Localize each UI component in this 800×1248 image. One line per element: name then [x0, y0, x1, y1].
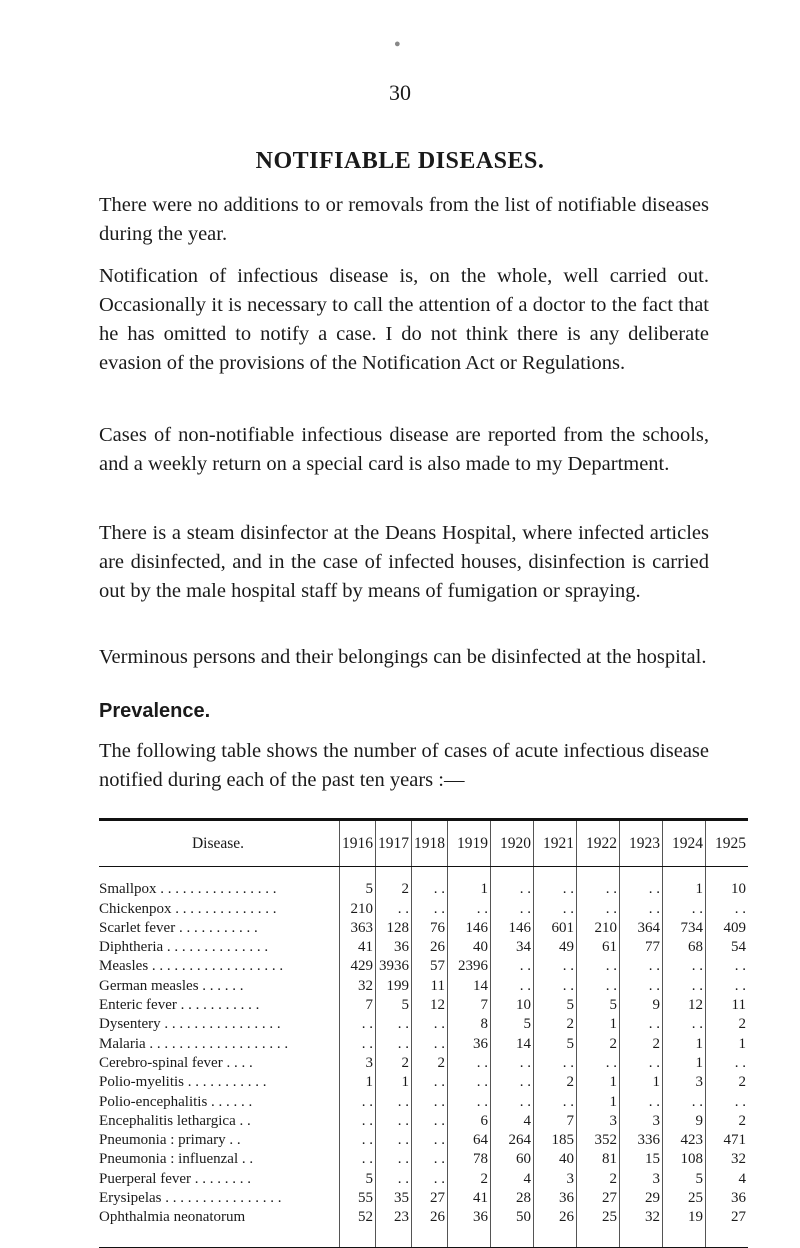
case-count-cell: . .	[412, 1073, 448, 1092]
case-count-cell: 2396	[448, 957, 491, 976]
table-row	[99, 900, 748, 919]
page-title: NOTIFIABLE DISEASES.	[255, 148, 545, 174]
case-count-cell: 26	[534, 1208, 577, 1247]
case-count-cell: 40	[448, 938, 491, 957]
disease-table	[99, 818, 748, 1248]
case-count-cell: 1	[340, 1073, 376, 1092]
case-count-cell: 336	[620, 1131, 663, 1150]
case-count-cell: . .	[620, 900, 663, 919]
disease-name-cell: Encephalitis lethargica . .	[99, 1112, 251, 1129]
case-count-cell: . .	[491, 900, 534, 919]
header-year: 1918	[412, 820, 448, 867]
disease-name-cell: German measles . . . . . .	[99, 977, 244, 994]
case-count-cell: 60	[491, 1150, 534, 1169]
disease-name-cell: Dysentery . . . . . . . . . . . . . . . .	[99, 1016, 281, 1033]
table-row	[99, 996, 748, 1015]
case-count-cell: 146	[448, 919, 491, 938]
case-count-cell: 364	[620, 919, 663, 938]
prevalence-heading: Prevalence.	[99, 700, 211, 722]
case-count-cell: . .	[534, 977, 577, 996]
case-count-cell: 1	[577, 1073, 620, 1092]
case-count-cell: 5	[663, 1170, 706, 1189]
case-count-cell: . .	[620, 977, 663, 996]
case-count-cell: 61	[577, 938, 620, 957]
case-count-cell: 734	[663, 919, 706, 938]
case-count-cell: 146	[491, 919, 534, 938]
case-count-cell: . .	[340, 1093, 376, 1112]
header-year: 1925	[706, 820, 749, 867]
case-count-cell: . .	[706, 977, 749, 996]
case-count-cell: 76	[412, 919, 448, 938]
case-count-cell: 11	[412, 977, 448, 996]
case-count-cell: 264	[491, 1131, 534, 1150]
case-count-cell: 199	[376, 977, 412, 996]
table-row	[99, 1189, 748, 1208]
case-count-cell: 7	[448, 996, 491, 1015]
header-year: 1924	[663, 820, 706, 867]
header-year: 1922	[577, 820, 620, 867]
header-year: 1917	[376, 820, 412, 867]
case-count-cell: . .	[577, 977, 620, 996]
case-count-cell: . .	[412, 1131, 448, 1150]
case-count-cell: 1	[706, 1035, 749, 1054]
case-count-cell: 5	[491, 1015, 534, 1034]
case-count-cell: 108	[663, 1150, 706, 1169]
case-count-cell: 14	[491, 1035, 534, 1054]
header-year: 1919	[448, 820, 491, 867]
case-count-cell: 78	[448, 1150, 491, 1169]
case-count-cell: 3	[620, 1112, 663, 1131]
case-count-cell: 210	[577, 919, 620, 938]
case-count-cell: 2	[577, 1170, 620, 1189]
case-count-cell: 34	[491, 938, 534, 957]
case-count-cell: . .	[620, 957, 663, 976]
case-count-cell: 1	[448, 867, 491, 900]
case-count-cell: 12	[412, 996, 448, 1015]
case-count-cell: . .	[663, 957, 706, 976]
disease-name-cell: Malaria . . . . . . . . . . . . . . . . . . .	[99, 1035, 289, 1052]
paragraph-2-text: Notification of infectious disease is, on the whole, well carried out. Occasionally it is necessary to call the attention of a doctor to the fact that he has omitted to notify a case. I do not think there is any deliberate evasion of the provisions of the Notification Act or Regulations.	[99, 265, 709, 374]
paragraph-2	[99, 262, 709, 378]
case-count-cell: 41	[448, 1189, 491, 1208]
table-row	[99, 1131, 748, 1150]
case-count-cell: 2	[412, 1054, 448, 1073]
case-count-cell: 423	[663, 1131, 706, 1150]
disease-name-cell: Diphtheria . . . . . . . . . . . . . .	[99, 939, 269, 956]
disease-name-cell: Puerperal fever . . . . . . . .	[99, 1170, 252, 1187]
table-row	[99, 1073, 748, 1092]
case-count-cell: 4	[491, 1112, 534, 1131]
case-count-cell: . .	[340, 1150, 376, 1169]
table-row	[99, 1093, 748, 1112]
case-count-cell: . .	[534, 1093, 577, 1112]
table-row	[99, 1054, 748, 1073]
case-count-cell: . .	[706, 957, 749, 976]
disease-name-cell: Polio-myelitis . . . . . . . . . . .	[99, 1074, 267, 1091]
case-count-cell: 128	[376, 919, 412, 938]
case-count-cell: 4	[706, 1170, 749, 1189]
case-count-cell: . .	[412, 1112, 448, 1131]
case-count-cell: 19	[663, 1208, 706, 1247]
case-count-cell: . .	[491, 957, 534, 976]
case-count-cell: . .	[340, 1035, 376, 1054]
case-count-cell: 64	[448, 1131, 491, 1150]
paragraph-5-text: Verminous persons and their belongings can be disinfected at the hospital.	[99, 646, 707, 668]
case-count-cell: 14	[448, 977, 491, 996]
case-count-cell: 471	[706, 1131, 749, 1150]
case-count-cell: 2	[706, 1073, 749, 1092]
case-count-cell: 1	[577, 1093, 620, 1112]
case-count-cell: . .	[448, 1054, 491, 1073]
case-count-cell: . .	[491, 1093, 534, 1112]
case-count-cell: 68	[663, 938, 706, 957]
case-count-cell: 8	[448, 1015, 491, 1034]
case-count-cell: 54	[706, 938, 749, 957]
case-count-cell: . .	[412, 867, 448, 900]
case-count-cell: . .	[340, 1131, 376, 1150]
case-count-cell: 5	[534, 996, 577, 1015]
case-count-cell: . .	[376, 900, 412, 919]
case-count-cell: 409	[706, 919, 749, 938]
case-count-cell: 41	[340, 938, 376, 957]
case-count-cell: 2	[534, 1015, 577, 1034]
case-count-cell: 10	[491, 996, 534, 1015]
case-count-cell: 10	[706, 867, 749, 900]
disease-name-cell: Pneumonia : influenzal . .	[99, 1151, 254, 1168]
table-row	[99, 1150, 748, 1169]
case-count-cell: 2	[534, 1073, 577, 1092]
case-count-cell: 2	[376, 867, 412, 900]
case-count-cell: 35	[376, 1189, 412, 1208]
header-year: 1923	[620, 820, 663, 867]
case-count-cell: . .	[620, 1093, 663, 1112]
case-count-cell: . .	[663, 1093, 706, 1112]
case-count-cell: 3	[577, 1112, 620, 1131]
case-count-cell: . .	[577, 957, 620, 976]
page-mark: ●	[394, 38, 401, 50]
case-count-cell: 81	[577, 1150, 620, 1169]
case-count-cell: 1	[620, 1073, 663, 1092]
case-count-cell: 1	[376, 1073, 412, 1092]
case-count-cell: 5	[340, 1170, 376, 1189]
case-count-cell: . .	[491, 867, 534, 900]
table-header-row	[99, 820, 748, 867]
case-count-cell: . .	[376, 1150, 412, 1169]
case-count-cell: . .	[412, 1015, 448, 1034]
case-count-cell: . .	[620, 1054, 663, 1073]
case-count-cell: 3936	[376, 957, 412, 976]
table-row	[99, 1208, 748, 1247]
case-count-cell: . .	[376, 1112, 412, 1131]
case-count-cell: 27	[706, 1208, 749, 1247]
case-count-cell: 429	[340, 957, 376, 976]
case-count-cell: 1	[663, 1054, 706, 1073]
disease-name-cell: Enteric fever . . . . . . . . . . .	[99, 997, 260, 1014]
paragraph-3-text: Cases of non-notifiable infectious disease are reported from the schools, and a weekly return on a special card is also made to my Department.	[99, 424, 709, 475]
case-count-cell: 210	[340, 900, 376, 919]
paragraph-5	[99, 643, 709, 672]
case-count-cell: 11	[706, 996, 749, 1015]
case-count-cell: . .	[376, 1015, 412, 1034]
table-row	[99, 957, 748, 976]
case-count-cell: 5	[340, 867, 376, 900]
table-row	[99, 1170, 748, 1189]
table-row	[99, 867, 748, 900]
case-count-cell: . .	[491, 977, 534, 996]
case-count-cell: 3	[534, 1170, 577, 1189]
table-row	[99, 1015, 748, 1034]
paragraph-3	[99, 421, 709, 479]
case-count-cell: 7	[534, 1112, 577, 1131]
table-row	[99, 938, 748, 957]
case-count-cell: . .	[577, 867, 620, 900]
case-count-cell: . .	[491, 1054, 534, 1073]
case-count-cell: 1	[663, 867, 706, 900]
case-count-cell: . .	[620, 1015, 663, 1034]
case-count-cell: 52	[340, 1208, 376, 1247]
case-count-cell: 25	[577, 1208, 620, 1247]
paragraph-4	[99, 519, 709, 606]
case-count-cell: . .	[376, 1131, 412, 1150]
case-count-cell: 55	[340, 1189, 376, 1208]
disease-name-cell: Smallpox . . . . . . . . . . . . . . . .	[99, 881, 277, 898]
case-count-cell: 23	[376, 1208, 412, 1247]
case-count-cell: 50	[491, 1208, 534, 1247]
case-count-cell: . .	[376, 1093, 412, 1112]
case-count-cell: . .	[412, 1093, 448, 1112]
case-count-cell: . .	[340, 1112, 376, 1131]
case-count-cell: . .	[448, 1073, 491, 1092]
case-count-cell: 1	[577, 1015, 620, 1034]
case-count-cell: . .	[706, 1093, 749, 1112]
case-count-cell: 25	[663, 1189, 706, 1208]
case-count-cell: 3	[620, 1170, 663, 1189]
case-count-cell: 2	[448, 1170, 491, 1189]
case-count-cell: 2	[577, 1035, 620, 1054]
header-year: 1921	[534, 820, 577, 867]
case-count-cell: 32	[620, 1208, 663, 1247]
case-count-cell: 9	[663, 1112, 706, 1131]
case-count-cell: 2	[706, 1015, 749, 1034]
case-count-cell: 36	[448, 1208, 491, 1247]
case-count-cell: 601	[534, 919, 577, 938]
case-count-cell: 2	[620, 1035, 663, 1054]
case-count-cell: . .	[534, 867, 577, 900]
case-count-cell: . .	[340, 1015, 376, 1034]
case-count-cell: . .	[412, 900, 448, 919]
case-count-cell: 3	[663, 1073, 706, 1092]
case-count-cell: 28	[491, 1189, 534, 1208]
header-disease: Disease.	[99, 820, 340, 867]
case-count-cell: 5	[577, 996, 620, 1015]
disease-name-cell: Pneumonia : primary . .	[99, 1132, 241, 1149]
case-count-cell: 15	[620, 1150, 663, 1169]
disease-name-cell: Ophthalmia neonatorum	[99, 1208, 340, 1247]
case-count-cell: . .	[577, 900, 620, 919]
case-count-cell: . .	[706, 1054, 749, 1073]
case-count-cell: . .	[376, 1170, 412, 1189]
case-count-cell: . .	[663, 900, 706, 919]
case-count-cell: 57	[412, 957, 448, 976]
case-count-cell: 363	[340, 919, 376, 938]
table-row	[99, 1112, 748, 1131]
case-count-cell: 36	[448, 1035, 491, 1054]
case-count-cell: 29	[620, 1189, 663, 1208]
disease-name-cell: Polio-encephalitis . . . . . .	[99, 1093, 253, 1110]
case-count-cell: . .	[534, 1054, 577, 1073]
case-count-cell: . .	[663, 1015, 706, 1034]
case-count-cell: 7	[340, 996, 376, 1015]
paragraph-4-text: There is a steam disinfector at the Deans Hospital, where infected articles are disinfected, and in the case of infected houses, disinfection is carried out by the male hospital staff by means of fumigation or spraying.	[99, 522, 709, 602]
case-count-cell: 36	[534, 1189, 577, 1208]
case-count-cell: . .	[534, 900, 577, 919]
case-count-cell: . .	[534, 957, 577, 976]
case-count-cell: . .	[577, 1054, 620, 1073]
case-count-cell: 185	[534, 1131, 577, 1150]
case-count-cell: . .	[448, 900, 491, 919]
case-count-cell: . .	[412, 1150, 448, 1169]
table-intro	[99, 737, 709, 795]
case-count-cell: 12	[663, 996, 706, 1015]
case-count-cell: 40	[534, 1150, 577, 1169]
case-count-cell: 49	[534, 938, 577, 957]
case-count-cell: . .	[491, 1073, 534, 1092]
case-count-cell: 36	[376, 938, 412, 957]
case-count-cell: 3	[340, 1054, 376, 1073]
case-count-cell: 32	[340, 977, 376, 996]
case-count-cell: 1	[663, 1035, 706, 1054]
case-count-cell: 5	[376, 996, 412, 1015]
case-count-cell: . .	[412, 1035, 448, 1054]
case-count-cell: 26	[412, 1208, 448, 1247]
case-count-cell: 36	[706, 1189, 749, 1208]
disease-name-cell: Erysipelas . . . . . . . . . . . . . . . .	[99, 1190, 282, 1207]
case-count-cell: 27	[412, 1189, 448, 1208]
table-intro-text: The following table shows the number of cases of acute infectious disease notified during each of the past ten years :—	[99, 740, 709, 791]
case-count-cell: . .	[412, 1170, 448, 1189]
header-year: 1916	[340, 820, 376, 867]
table-row	[99, 1035, 748, 1054]
case-count-cell: 5	[534, 1035, 577, 1054]
case-count-cell: 9	[620, 996, 663, 1015]
case-count-cell: 6	[448, 1112, 491, 1131]
case-count-cell: 2	[706, 1112, 749, 1131]
paragraph-1	[99, 191, 709, 249]
case-count-cell: 4	[491, 1170, 534, 1189]
disease-name-cell: Scarlet fever . . . . . . . . . . .	[99, 919, 258, 936]
disease-name-cell: Chickenpox . . . . . . . . . . . . . .	[99, 900, 277, 917]
case-count-cell: . .	[448, 1093, 491, 1112]
disease-name-cell: Measles . . . . . . . . . . . . . . . . . .	[99, 958, 284, 975]
case-count-cell: 32	[706, 1150, 749, 1169]
case-count-cell: 2	[376, 1054, 412, 1073]
case-count-cell: . .	[706, 900, 749, 919]
header-year: 1920	[491, 820, 534, 867]
case-count-cell: . .	[620, 867, 663, 900]
page-number: 30	[389, 80, 411, 105]
case-count-cell: 77	[620, 938, 663, 957]
table-row	[99, 977, 748, 996]
table-row	[99, 919, 748, 938]
case-count-cell: . .	[663, 977, 706, 996]
disease-name-cell: Cerebro-spinal fever . . . .	[99, 1054, 253, 1071]
case-count-cell: 352	[577, 1131, 620, 1150]
case-count-cell: 26	[412, 938, 448, 957]
case-count-cell: . .	[376, 1035, 412, 1054]
paragraph-1-text: There were no additions to or removals from the list of notifiable diseases during the year.	[99, 194, 709, 245]
case-count-cell: 27	[577, 1189, 620, 1208]
